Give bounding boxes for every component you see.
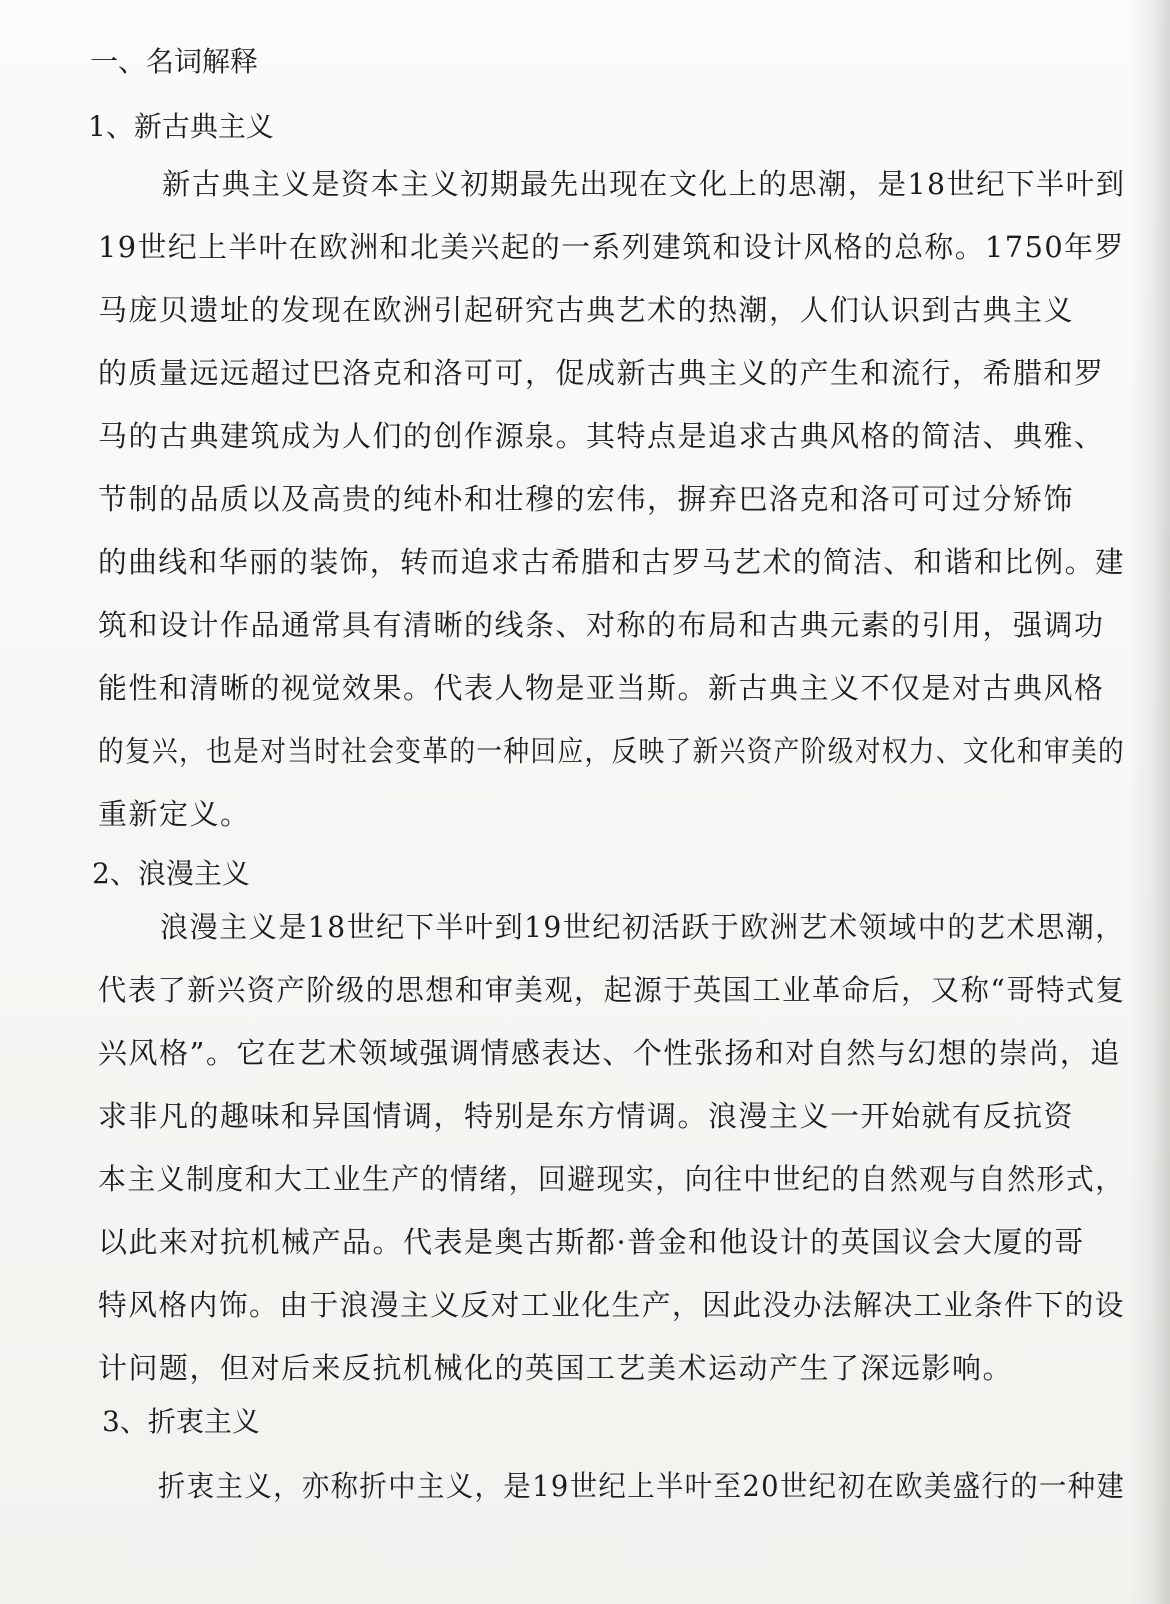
paragraph-line: 的质量远远超过巴洛克和洛可可，促成新古典主义的产生和流行，希腊和罗 — [98, 356, 1105, 390]
paragraph-line: 的曲线和华丽的装饰，转而追求古希腊和古罗马艺术的简洁、和谐和比例。建 — [98, 545, 1126, 579]
paragraph-line: 求非凡的趣味和异国情调，特别是东方情调。浪漫主义一开始就有反抗资 — [98, 1099, 1075, 1133]
paragraph-line: 以此来对抗机械产品。代表是奥古斯都·普金和他设计的英国议会大厦的哥 — [98, 1225, 1085, 1259]
paragraph-line: 兴风格”。它在艺术领域强调情感表达、个性张扬和对自然与幻想的崇尚，追 — [98, 1036, 1121, 1070]
page-edge-shadow — [1130, 0, 1170, 1604]
paragraph-line: 筑和设计作品通常具有清晰的线条、对称的布局和古典元素的引用，强调功 — [98, 608, 1105, 642]
paragraph-line: 浪漫主义是18世纪下半叶到19世纪初活跃于欧洲艺术领域中的艺术思潮， — [160, 910, 1125, 944]
paragraph-line: 计问题，但对后来反抗机械化的英国工艺美术运动产生了深远影响。 — [98, 1351, 1014, 1385]
paragraph-line: 代表了新兴资产阶级的思想和审美观，起源于英国工业革命后，又称“哥特式复 — [98, 973, 1126, 1007]
paragraph-line: 节制的品质以及高贵的纯朴和壮穆的宏伟，摒弃巴洛克和洛可可过分矫饰 — [98, 482, 1075, 516]
paragraph-line: 马庞贝遗址的发现在欧洲引起研究古典艺术的热潮，人们认识到古典主义 — [98, 293, 1075, 327]
section-title-neoclassicism: 1、新古典主义 — [88, 110, 274, 143]
paragraph-line: 折衷主义，亦称折中主义，是19世纪上半叶至20世纪初在欧美盛行的一种建 — [158, 1469, 1126, 1503]
document-heading: 一、名词解释 — [90, 45, 259, 78]
paragraph-line: 本主义制度和大工业生产的情绪，回避现实，向往中世纪的自然观与自然形式， — [98, 1162, 1125, 1196]
paragraph-line: 新古典主义是资本主义初期最先出现在文化上的思潮，是18世纪下半叶到 — [162, 167, 1126, 201]
paragraph-line: 特风格内饰。由于浪漫主义反对工业化生产，因此没办法解决工业条件下的设 — [98, 1288, 1126, 1322]
paragraph-line: 重新定义。 — [98, 797, 251, 831]
paragraph-line: 马的古典建筑成为人们的创作源泉。其特点是追求古典风格的简洁、典雅、 — [98, 419, 1105, 453]
section-title-romanticism: 2、浪漫主义 — [92, 857, 250, 890]
paragraph-line: 19世纪上半叶在欧洲和北美兴起的一系列建筑和设计风格的总称。1750年罗 — [98, 230, 1125, 264]
paragraph-line: 的复兴，也是对当时社会变革的一种回应，反映了新兴资产阶级对权力、文化和审美的 — [98, 734, 1126, 768]
section-title-eclecticism: 3、折衷主义 — [102, 1405, 260, 1438]
paragraph-line: 能性和清晰的视觉效果。代表人物是亚当斯。新古典主义不仅是对古典风格 — [98, 671, 1105, 705]
